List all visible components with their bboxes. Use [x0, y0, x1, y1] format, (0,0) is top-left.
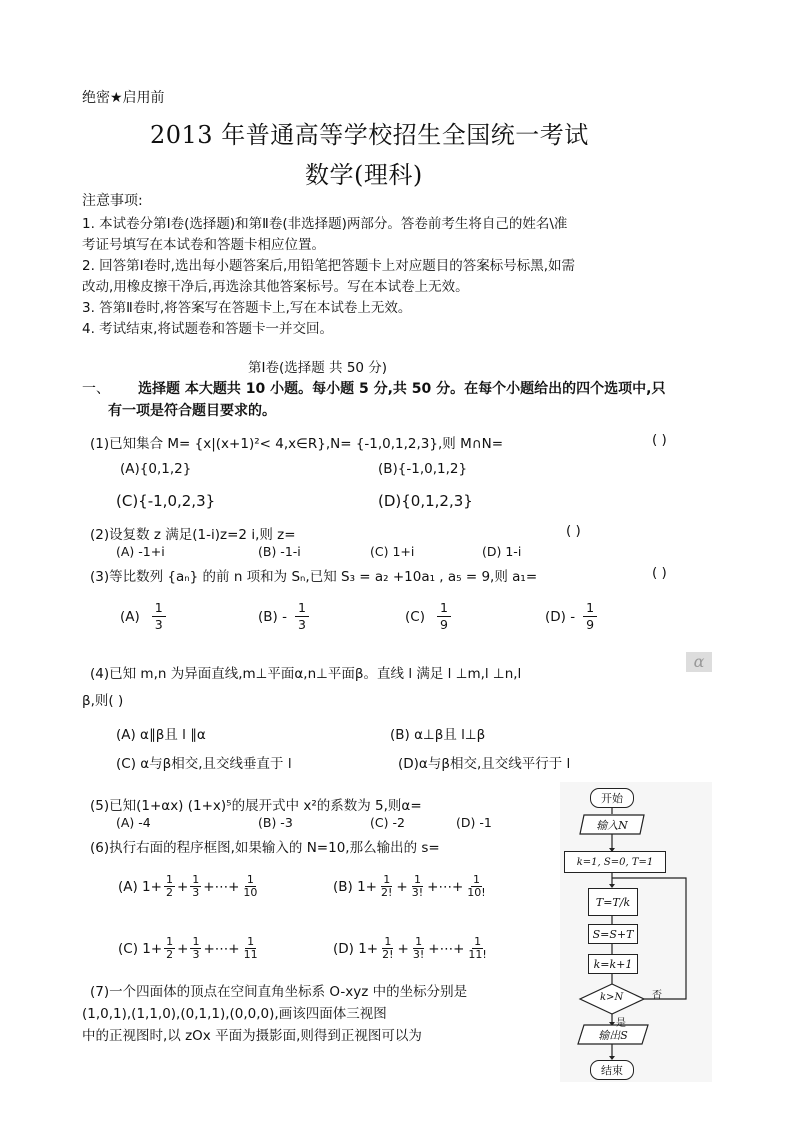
- section-heading: 第Ⅰ卷(选择题 共 50 分): [248, 360, 388, 376]
- q5-option-d: (D) -1: [456, 815, 492, 830]
- question-2-stem: (2)设复数 z 满足(1-i)z=2 i,则 z=: [90, 527, 296, 543]
- flowchart-condition: k>N: [600, 992, 624, 1003]
- flowchart: [560, 782, 712, 1082]
- q1-option-a: (A){0,1,2}: [120, 461, 192, 477]
- question-3-stem: (3)等比数列 {aₙ} 的前 n 项和为 Sₙ,已知 S₃ = a₂ +10a₁ , a₅ = 9,则 a₁=: [90, 569, 538, 585]
- instruction-line: 有一项是符合题目要求的。: [108, 403, 276, 419]
- flowchart-s-step: S=S+T: [588, 924, 638, 944]
- question-7-line: (1,0,1),(1,1,0),(0,1,1),(0,0,0),画该四面体三视图: [82, 1006, 387, 1022]
- flowchart-k-step: k=k+1: [588, 954, 638, 974]
- exam-title: 2013 年普通高等学校招生全国统一考试: [150, 121, 589, 149]
- q3-option-b: (B) - $\frac{1}{3}$: [258, 600, 311, 633]
- note-line: 3. 答第Ⅱ卷时,将答案写在答题卡上,写在本试卷上无效。: [82, 300, 412, 316]
- flowchart-input: 输入N: [596, 818, 628, 832]
- question-4-stem: (4)已知 m,n 为异面直线,m⊥平面α,n⊥平面β。直线 l 满足 l ⊥m,l ⊥n,l: [90, 666, 522, 682]
- q6-option-a: (A) 1+ $\frac{1}{2}$ + $\frac{1}{3}$ +⋯+ $\frac{1}{10}$: [118, 873, 258, 899]
- note-line: 考证号填写在本试卷和答题卡相应位置。: [82, 237, 325, 253]
- q2-option-c: (C) 1+i: [370, 544, 415, 559]
- q4-option-d: (D)α与β相交,且交线平行于 l: [398, 756, 571, 772]
- q1-option-d: (D){0,1,2,3}: [378, 492, 473, 510]
- q5-option-c: (C) -2: [370, 815, 405, 830]
- q2-option-a: (A) -1+i: [116, 544, 165, 559]
- q2-option-b: (B) -1-i: [258, 544, 301, 559]
- q5-option-b: (B) -3: [258, 815, 293, 830]
- q5-option-a: (A) -4: [116, 815, 151, 830]
- q4-option-c: (C) α与β相交,且交线垂直于 l: [116, 756, 292, 772]
- q6-option-c: (C) 1+ $\frac{1}{2}$ + $\frac{1}{3}$ +⋯+ $\frac{1}{11}$: [118, 935, 258, 961]
- instruction-line: 选择题 本大题共 10 小题。每小题 5 分,共 50 分。在每个小题给出的四个选项中,只: [138, 381, 666, 397]
- flowchart-end: 结束: [590, 1060, 634, 1080]
- q4-option-b: (B) α⊥β且 l⊥β: [390, 727, 486, 743]
- question-5-stem: (5)已知(1+αx) (1+x)⁵的展开式中 x²的系数为 5,则α=: [90, 798, 422, 814]
- q3-option-c: (C) $\frac{1}{9}$: [405, 600, 453, 633]
- q3-option-d: (D) - $\frac{1}{9}$: [545, 600, 599, 633]
- flowchart-init: k=1, S=0, T=1: [564, 851, 666, 873]
- exam-subtitle: 数学(理科): [305, 161, 423, 189]
- q3-option-a: (A) $\frac{1}{3}$: [120, 600, 168, 633]
- note-line: 1. 本试卷分第Ⅰ卷(选择题)和第Ⅱ卷(非选择题)两部分。答卷前考生将自己的姓名\准: [82, 216, 568, 232]
- q2-option-d: (D) 1-i: [482, 544, 522, 559]
- notes-heading: 注意事项:: [82, 193, 143, 209]
- note-line: 4. 考试结束,将试题卷和答题卡一并交回。: [82, 321, 333, 337]
- q6-option-d: (D) 1+ $\frac{1}{2!}$ + $\frac{1}{3!}$ +⋯+ $\frac{1}{11!}$: [333, 935, 487, 961]
- flowchart-t-step: T=T/k: [588, 888, 638, 916]
- flowchart-no-label: 否: [652, 990, 662, 1001]
- q1-option-c: (C){-1,0,2,3}: [116, 492, 216, 510]
- question-1-stem: (1)已知集合 M= {x|(x+1)²< 4,x∈R},N= {-1,0,1,2,3},则 M∩N=: [90, 436, 504, 452]
- answer-bracket: ( ): [652, 565, 667, 581]
- q4-option-a: (A) α∥β且 l ∥α: [116, 727, 206, 743]
- flowchart-yes-label: 是: [616, 1018, 626, 1029]
- flowchart-output: 输出S: [598, 1028, 628, 1042]
- answer-bracket: ( ): [652, 432, 667, 448]
- flowchart-start: 开始: [590, 788, 634, 808]
- note-line: 2. 回答第Ⅰ卷时,选出每小题答案后,用铅笔把答题卡上对应题目的答案标号标黑,如需: [82, 258, 576, 274]
- question-7-line: 中的正视图时,以 zOx 平面为摄影面,则得到正视图可以为: [82, 1028, 422, 1044]
- instruction-number: 一、: [82, 381, 110, 397]
- secret-tag: 绝密★启用前: [82, 90, 165, 106]
- answer-bracket: ( ): [566, 523, 581, 539]
- q1-option-b: (B){-1,0,1,2}: [378, 461, 468, 477]
- note-line: 改动,用橡皮擦干净后,再选涂其他答案标号。写在本试卷上无效。: [82, 279, 469, 295]
- q6-option-b: (B) 1+ $\frac{1}{2!}$ + $\frac{1}{3!}$ +⋯+ $\frac{1}{10!}$: [333, 873, 486, 899]
- question-6-stem: (6)执行右面的程序框图,如果输入的 N=10,那么输出的 s=: [90, 840, 440, 856]
- question-7-line: (7)一个四面体的顶点在空间直角坐标系 O-xyz 中的坐标分别是: [90, 984, 468, 1000]
- alpha-watermark-icon: α: [686, 652, 712, 672]
- question-4-stem-continued: β,则( ): [82, 693, 124, 709]
